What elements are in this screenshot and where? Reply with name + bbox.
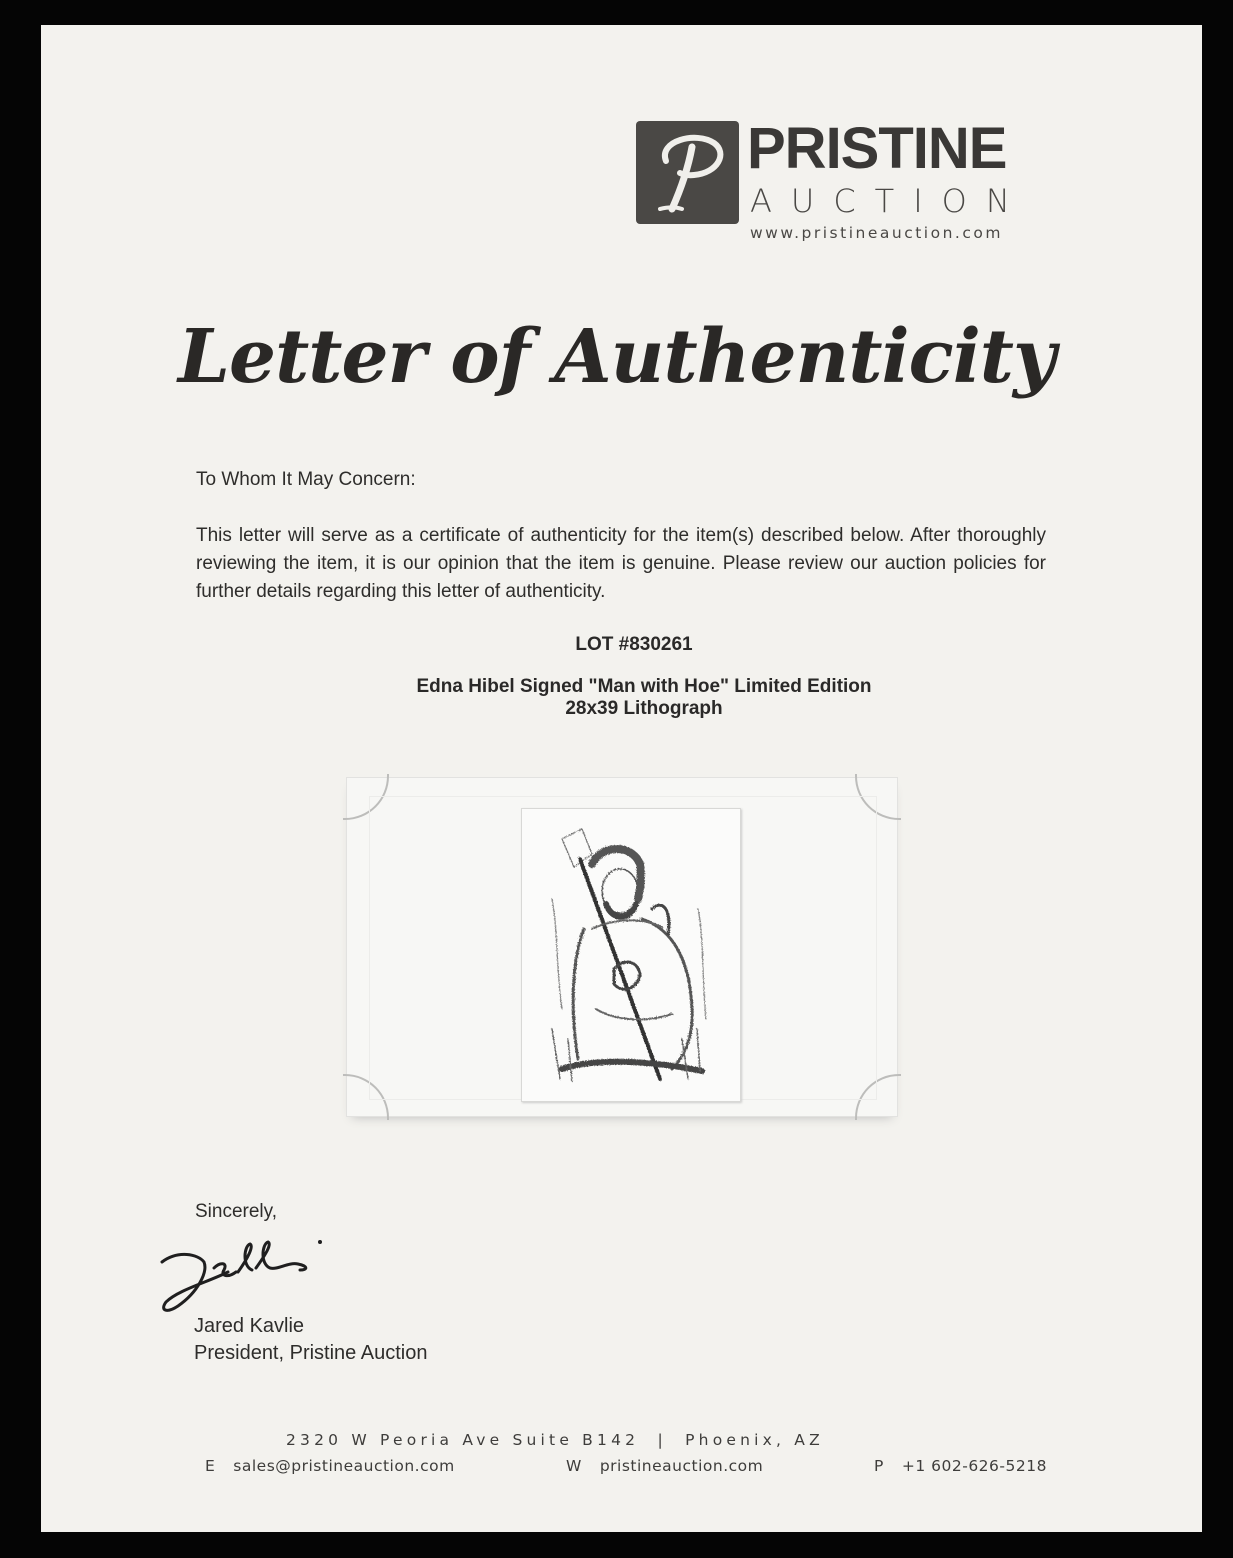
item-description [0,676,1233,720]
phone-label: P [874,1457,884,1475]
lot-number: LOT #830261 [575,634,693,655]
salutation: To Whom It May Concern: [196,469,416,490]
photo-mat [346,777,898,1117]
logo-name: PRISTINE [747,116,1007,181]
signer-title: President, Pristine Auction [194,1342,428,1364]
web-value[interactable]: pristineauction.com [599,1457,764,1475]
item-description-line2: 28x39 Lithograph [565,698,723,719]
monogram-p-icon [636,121,739,224]
logo-subtitle: AUCTION [750,182,1029,220]
email-label: E [205,1457,216,1475]
item-description-line1: Edna Hibel Signed "Man with Hoe" Limited Edition [416,676,872,697]
item-photo [340,765,920,1135]
logo-url: www.pristineauction.com [750,224,1003,242]
pristine-auction-logo [636,116,1052,247]
body-paragraph: This letter will serve as a certificate of authenticity for the item(s) described below. After thoroughly reviewing the item, it is our opinion that the item is genuine. Please review our auction policies for further details regarding this letter of authenticity. [196,525,1046,602]
man-with-hoe-sketch-icon [522,809,740,1101]
signer-name: Jared Kavlie [194,1315,305,1337]
web-label: W [566,1457,582,1475]
closing-sincerely: Sincerely, [195,1201,278,1222]
footer-email [205,1456,455,1476]
footer-address: 2320 W Peoria Ave Suite B142 | Phoenix, AZ [286,1431,824,1449]
footer-web [566,1456,763,1476]
handwritten-signature-icon [158,1232,338,1317]
footer-phone [874,1456,1047,1476]
phone-value: +1 602-626-5218 [901,1457,1047,1475]
lithograph-print [521,808,741,1102]
email-value[interactable]: sales@pristineauction.com [233,1457,455,1475]
logo-monogram [636,121,739,224]
document-title: Letter of Authenticity [178,314,1055,400]
